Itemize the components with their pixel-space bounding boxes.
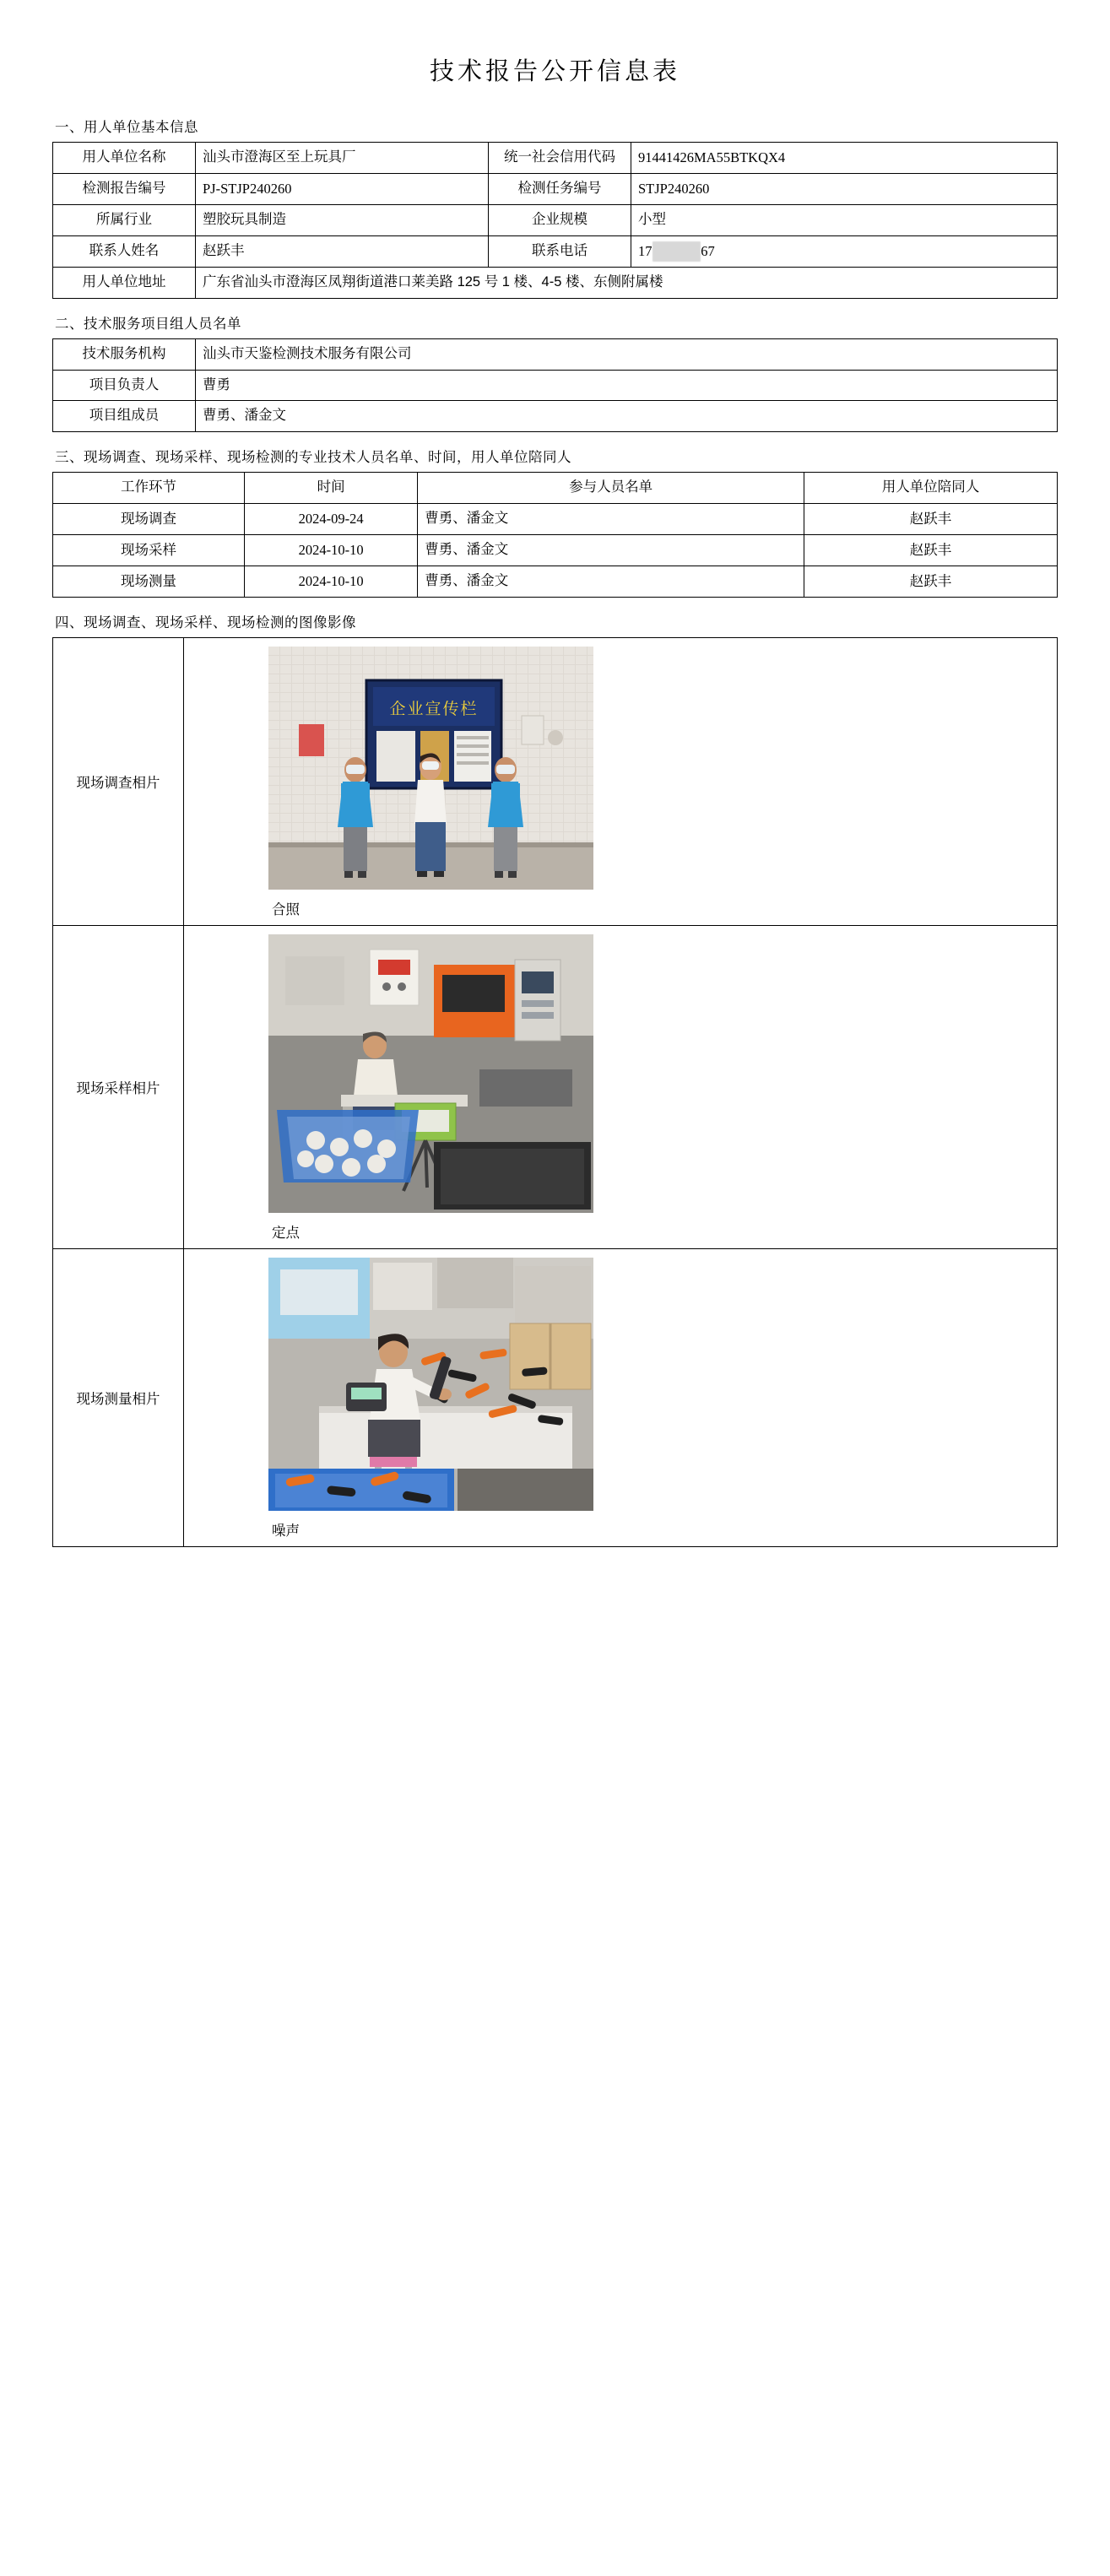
site-sampling-photo	[268, 934, 593, 1213]
cell-participants: 曹勇、潘金文	[418, 535, 804, 566]
cell-value-project-leader: 曹勇	[196, 370, 1058, 401]
cell-label-credit-code: 统一社会信用代码	[489, 143, 631, 174]
cell-value-credit-code: 91441426MA55BTKQX4	[631, 143, 1058, 174]
cell-label-report-no: 检测报告编号	[53, 173, 196, 204]
table-row-sampling-photo	[53, 926, 1058, 1249]
cell-stage: 现场测量	[53, 566, 245, 598]
cell-value-company-name: 汕头市澄海区至上玩具厂	[196, 143, 489, 174]
table-row	[53, 235, 1058, 267]
section-1-heading: 一、用人单位基本信息	[55, 120, 198, 135]
cell-label-measurement-photo: 现场测量相片	[53, 1249, 184, 1547]
cell-value-task-no: STJP240260	[631, 173, 1058, 204]
cell-value-contact-phone	[631, 235, 1058, 267]
table-header-row	[53, 473, 1058, 504]
project-team-table	[52, 338, 1058, 433]
table-row-survey-photo	[53, 638, 1058, 926]
cell-escort: 赵跃丰	[804, 504, 1058, 535]
svg-text:企业宣传栏: 企业宣传栏	[389, 701, 479, 719]
cell-label-industry: 所属行业	[53, 204, 196, 235]
caption-survey-photo: 合照	[272, 902, 300, 918]
section-2-heading: 二、技术服务项目组人员名单	[55, 316, 241, 332]
photo-wrap-measurement	[268, 1258, 1057, 1540]
cell-label-address: 用人单位地址	[53, 267, 196, 298]
cell-label-sampling-photo: 现场采样相片	[53, 926, 184, 1249]
cell-label-service-org: 技术服务机构	[53, 338, 196, 370]
cell-label-project-members: 项目组成员	[53, 401, 196, 432]
column-header-escort: 用人单位陪同人	[804, 473, 1058, 504]
cell-date: 2024-09-24	[245, 504, 418, 535]
column-header-stage: 工作环节	[53, 473, 245, 504]
cell-value-industry: 塑胶玩具制造	[196, 204, 489, 235]
section-3-heading: 三、现场调查、现场采样、现场检测的专业技术人员名单、时间，用人单位陪同人	[55, 450, 571, 466]
cell-value-report-no: PJ-STJP240260	[196, 173, 489, 204]
photo-wrap-survey	[268, 647, 1057, 918]
site-measurement-photo	[268, 1258, 593, 1511]
cell-escort: 赵跃丰	[804, 535, 1058, 566]
section-4-heading: 四、现场调查、现场采样、现场检测的图像影像	[55, 615, 356, 631]
cell-value-project-members: 曹勇、潘金文	[196, 401, 1058, 432]
site-survey-photo	[268, 647, 593, 890]
cell-escort: 赵跃丰	[804, 566, 1058, 598]
cell-survey-photo	[184, 638, 1058, 926]
page-title: 技术报告公开信息表	[429, 58, 680, 85]
table-row	[53, 370, 1058, 401]
cell-value-service-org: 汕头市天鉴检测技术服务有限公司	[196, 338, 1058, 370]
table-row	[53, 566, 1058, 598]
cell-stage: 现场调查	[53, 504, 245, 535]
cell-participants: 曹勇、潘金文	[418, 504, 804, 535]
cell-label-company-name: 用人单位名称	[53, 143, 196, 174]
table-row	[53, 401, 1058, 432]
cell-date: 2024-10-10	[245, 566, 418, 598]
cell-participants: 曹勇、潘金文	[418, 566, 804, 598]
column-header-participants: 参与人员名单	[418, 473, 804, 504]
table-row	[53, 535, 1058, 566]
phone-redaction	[652, 241, 701, 262]
table-row	[53, 143, 1058, 174]
table-row	[53, 267, 1058, 298]
cell-label-contact-name: 联系人姓名	[53, 235, 196, 267]
fieldwork-schedule-table	[52, 472, 1058, 598]
table-row	[53, 173, 1058, 204]
cell-stage: 现场采样	[53, 535, 245, 566]
photo-wrap-sampling	[268, 934, 1057, 1242]
employer-basic-info-table	[52, 142, 1058, 299]
cell-measurement-photo	[184, 1249, 1058, 1547]
phone-suffix: 67	[701, 242, 715, 259]
cell-label-project-leader: 项目负责人	[53, 370, 196, 401]
cell-label-enterprise-scale: 企业规模	[489, 204, 631, 235]
column-header-date: 时间	[245, 473, 418, 504]
table-row	[53, 504, 1058, 535]
cell-date: 2024-10-10	[245, 535, 418, 566]
cell-label-survey-photo: 现场调查相片	[53, 638, 184, 926]
caption-sampling-photo: 定点	[272, 1226, 300, 1242]
cell-value-address: 广东省汕头市澄海区凤翔街道港口莱美路 125 号 1 楼、4-5 楼、东侧附属楼	[196, 267, 1058, 298]
table-row	[53, 338, 1058, 370]
cell-sampling-photo	[184, 926, 1058, 1249]
field-photos-table	[52, 637, 1058, 1547]
cell-label-contact-phone: 联系电话	[489, 235, 631, 267]
cell-value-enterprise-scale: 小型	[631, 204, 1058, 235]
table-row-measurement-photo	[53, 1249, 1058, 1547]
cell-value-contact-name: 赵跃丰	[196, 235, 489, 267]
cell-label-task-no: 检测任务编号	[489, 173, 631, 204]
caption-measurement-photo: 噪声	[272, 1523, 300, 1540]
table-row	[53, 204, 1058, 235]
phone-prefix: 17	[638, 242, 652, 259]
